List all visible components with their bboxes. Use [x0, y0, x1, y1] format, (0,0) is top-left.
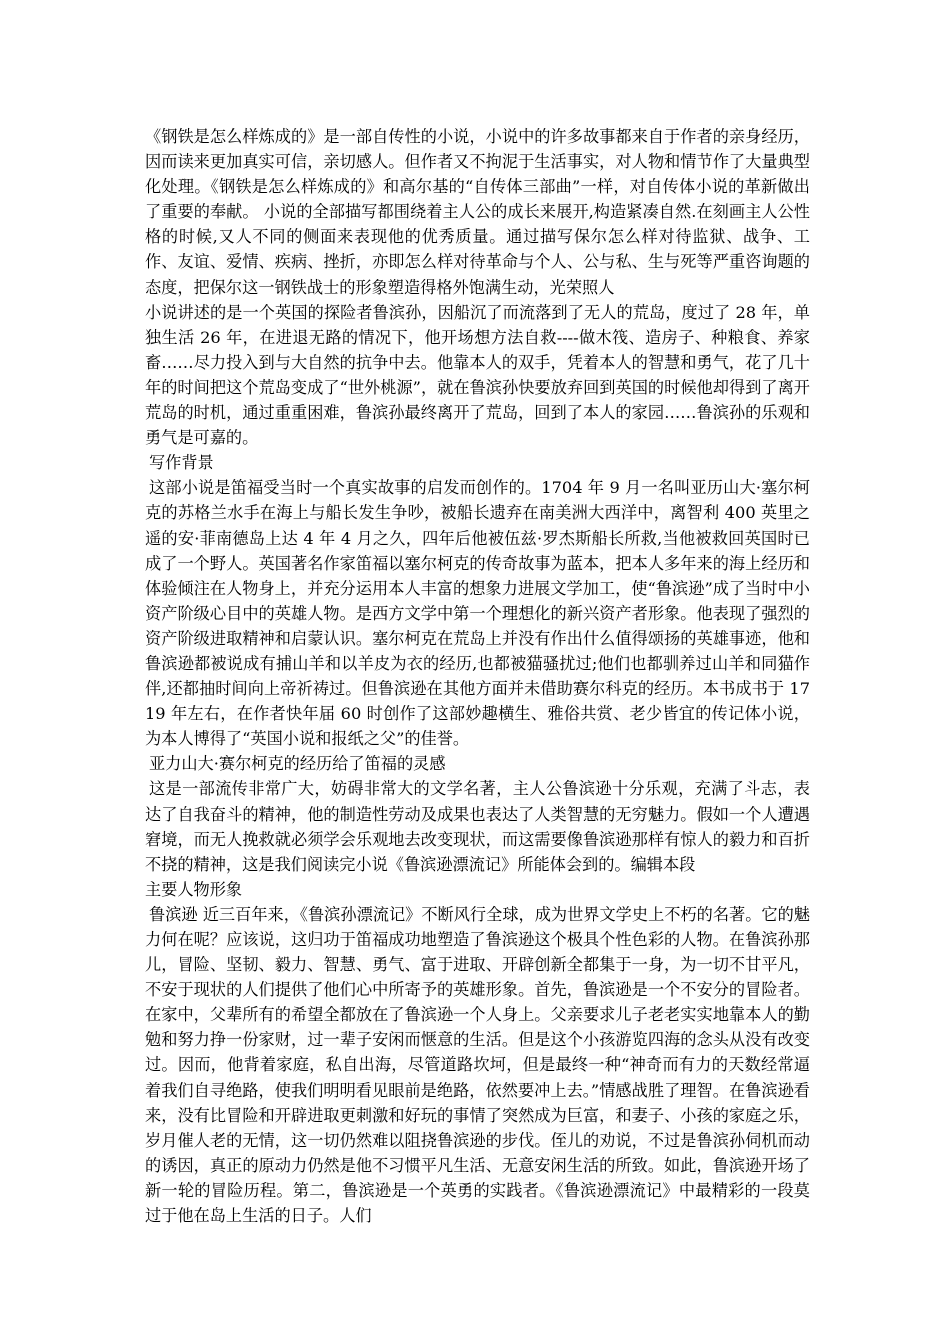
- heading-selkirk-inspiration: 亚力山大·赛尔柯克的经历给了笛福的灵感: [149, 754, 446, 774]
- paragraph-steel-novel: 《钢铁是怎么样炼成的》是一部自传性的小说，小说中的许多故事都来自于作者的亲身经历，因而读来更加真实可信，亲切感人。但作者又不拘泥于生活事实，对人物和情节作了大量典型化处理。《钢铁是怎么样炼成的》和高尔基的“自传体三部曲”一样，对自传体小说的革新做出了重要的奉献。 小说的全部描写都围绕着主人公的成长来展开,构造紧凑自然.在刻画主人公性格的时候,又人不同的侧面来表现他的优秀质量。通过描写保尔怎么样对待监狱、战争、工作、友谊、爱情、疾病、挫折，亦即怎么样对待革命与个人、公与私、生与死等严重咨询题的态度，把保尔这一钢铁战士的形象塑造得格外饱满生动，光荣照人: [145, 127, 810, 297]
- paragraph-significance: 这是一部流传非常广大，妨碍非常大的文学名著，主人公鲁滨逊十分乐观，充满了斗志，表达了自我奋斗的精神，他的制造性劳动及成果也表达了人类智慧的无穷魅力。假如一个人遭遇窘境，而无人挽救就必须学会乐观地去改变现状，而这需要像鲁滨逊那样有惊人的毅力和百折不挠的精神，这是我们阅读完小说《鲁滨逊漂流记》所能体会到的。编辑本段: [145, 779, 810, 874]
- paragraph-robinson-summary: 小说讲述的是一个英国的探险者鲁滨孙，因船沉了而流落到了无人的荒岛，度过了 28 年，单独生活 26 年，在进退无路的情况下，他开场想方法自救----做木筏、造房子、种粮食、养家畜……尽力投入到与大自然的抗争中去。他靠本人的双手，凭着本人的智慧和勇气，花了几十年的时间把这个荒岛变成了“世外桃源”，就在鲁滨孙快要放弃回到英国的时候他却得到了离开荒岛的时机，通过重重困难，鲁滨孙最终离开了荒岛，回到了本人的家园……鲁滨孙的乐观和勇气是可嘉的。: [145, 302, 810, 448]
- paragraph-writing-background: 这部小说是笛福受当时一个真实故事的启发而创作的。1704 年 9 月一名叫亚历山大·塞尔柯克的苏格兰水手在海上与船长发生争吵，被船长遗弃在南美洲大西洋中，离智利 400 英里之遥的安·菲南德岛上达 4 年 4 月之久，四年后他被伍兹·罗杰斯船长所救,当他被救回英国时已成了一个野人。英国著名作家笛福以塞尔柯克的传奇故事为蓝本，把本人多年来的海上经历和体验倾注在人物身上，并充分运用本人丰富的想象力进展文学加工，使“鲁滨逊”成了当时中小资产阶级心目中的英雄人物。是西方文学中第一个理想化的新兴资产者形象。他表现了强烈的资产阶级进取精神和启蒙认识。塞尔柯克在荒岛上并没有作出什么值得颂扬的英雄事迹，他和鲁滨逊都被说成有捕山羊和以羊皮为衣的经历,也都被猫骚扰过;他们也都驯养过山羊和同猫作伴,还都抽时间向上帝祈祷过。但鲁滨逊在其他方面并未借助赛尔科克的经历。本书成书于 1719 年左右，在作者快年届 60 时创作了这部妙趣横生、雅俗共赏、老少皆宜的传记体小说，为本人博得了“英国小说和报纸之父”的佳誉。: [145, 478, 810, 749]
- heading-main-characters: 主要人物形象: [145, 879, 243, 899]
- heading-writing-background: 写作背景: [149, 453, 214, 473]
- paragraph-robinson-character: 鲁滨逊 近三百年来，《鲁滨孙漂流记》不断风行全球，成为世界文学史上不朽的名著。它的魅力何在呢？应该说，这归功于笛福成功地塑造了鲁滨逊这个极具个性色彩的人物。在鲁滨孙那儿，冒险、坚韧、毅力、智慧、勇气、富于进取、开辟创新全都集于一身，为一切不甘平凡，不安于现状的人们提供了他们心中所寄予的英雄形象。首先，鲁滨逊是一个不安分的冒险者。在家中，父辈所有的希望全都放在了鲁滨逊一个人身上。父亲要求儿子老老实实地靠本人的勤勉和努力挣一份家财，过一辈子安闲而惬意的生活。但是这个小孩游览四海的念头从没有改变过。因而，他背着家庭，私自出海，尽管道路坎坷，但是最终一种“神奇而有力的天数经常逼着我们自寻绝路，使我们明明看见眼前是绝路，依然要冲上去。”情感战胜了理智。在鲁滨逊看来，没有比冒险和开辟进取更刺激和好玩的事情了突然成为巨富，和妻子、小孩的家庭之乐，岁月催人老的无情，这一切仍然难以阻挠鲁滨逊的步伐。侄儿的劝说，不过是鲁滨孙伺机而动的诱因，真正的原动力仍然是他不习惯平凡生活、无意安闲生活的所致。如此，鲁滨逊开场了新一轮的冒险历程。第二，鲁滨逊是一个英勇的实践者。《鲁滨逊漂流记》中最精彩的一段莫过于他在岛上生活的日子。人们: [145, 904, 810, 1226]
- document-body: [145, 124, 810, 1228]
